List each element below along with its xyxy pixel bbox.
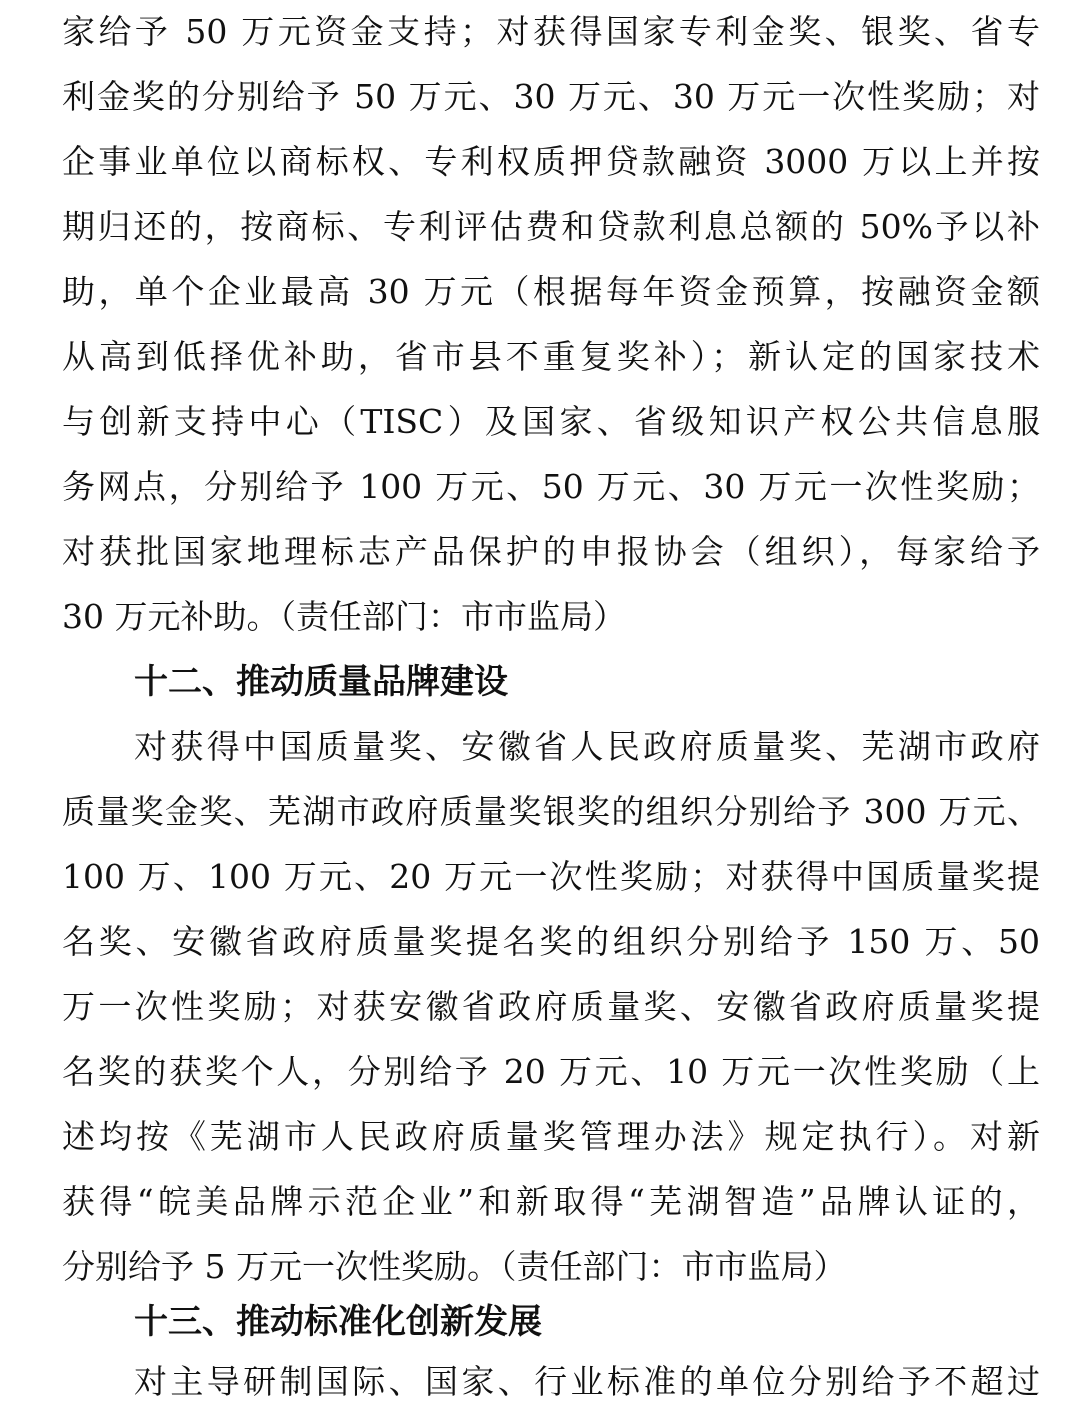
paragraph-line: 期归还的，按商标、专利评估费和贷款利息总额的 50%予以补 [62, 207, 1040, 246]
section-heading: 十三、推动标准化创新发展 [134, 1302, 542, 1342]
paragraph-line: 家给予 50 万元资金支持；对获得国家专利金奖、银奖、省专 [62, 12, 1040, 51]
paragraph-line: 利金奖的分别给予 50 万元、30 万元、30 万元一次性奖励；对 [62, 77, 1040, 116]
paragraph-line: 分别给予 5 万元一次性奖励。（责任部门：市市监局） [62, 1247, 847, 1286]
paragraph-line: 万一次性奖励；对获安徽省政府质量奖、安徽省政府质量奖提 [62, 987, 1040, 1026]
paragraph-line: 述均按《芜湖市人民政府质量奖管理办法》规定执行）。对新 [62, 1117, 1040, 1156]
paragraph-line: 对获得中国质量奖、安徽省人民政府质量奖、芜湖市政府 [134, 727, 1040, 766]
paragraph-line: 获得“皖美品牌示范企业”和新取得“芜湖智造”品牌认证的， [62, 1182, 1040, 1221]
paragraph-line: 名奖、安徽省政府质量奖提名奖的组织分别给予 150 万、50 [62, 922, 1040, 961]
paragraph-line: 企事业单位以商标权、专利权质押贷款融资 3000 万以上并按 [62, 142, 1040, 181]
paragraph-line: 助，单个企业最高 30 万元（根据每年资金预算，按融资金额 [62, 272, 1040, 311]
paragraph-line: 务网点，分别给予 100 万元、50 万元、30 万元一次性奖励； [62, 467, 1040, 506]
section-heading: 十二、推动质量品牌建设 [134, 662, 508, 702]
paragraph-line: 对主导研制国际、国家、行业标准的单位分别给予不超过 [134, 1362, 1040, 1401]
paragraph-line: 对获批国家地理标志产品保护的申报协会（组织），每家给予 [62, 532, 1040, 571]
paragraph-line: 30 万元补助。（责任部门：市市监局） [62, 597, 626, 636]
paragraph-line: 名奖的获奖个人，分别给予 20 万元、10 万元一次性奖励（上 [62, 1052, 1040, 1091]
paragraph-line: 与创新支持中心（TISC）及国家、省级知识产权公共信息服 [62, 402, 1040, 441]
paragraph-line: 100 万、100 万元、20 万元一次性奖励；对获得中国质量奖提 [62, 857, 1040, 896]
paragraph-line: 从高到低择优补助，省市县不重复奖补）；新认定的国家技术 [62, 337, 1040, 376]
paragraph-line: 质量奖金奖、芜湖市政府质量奖银奖的组织分别给予 300 万元、 [62, 792, 1040, 831]
